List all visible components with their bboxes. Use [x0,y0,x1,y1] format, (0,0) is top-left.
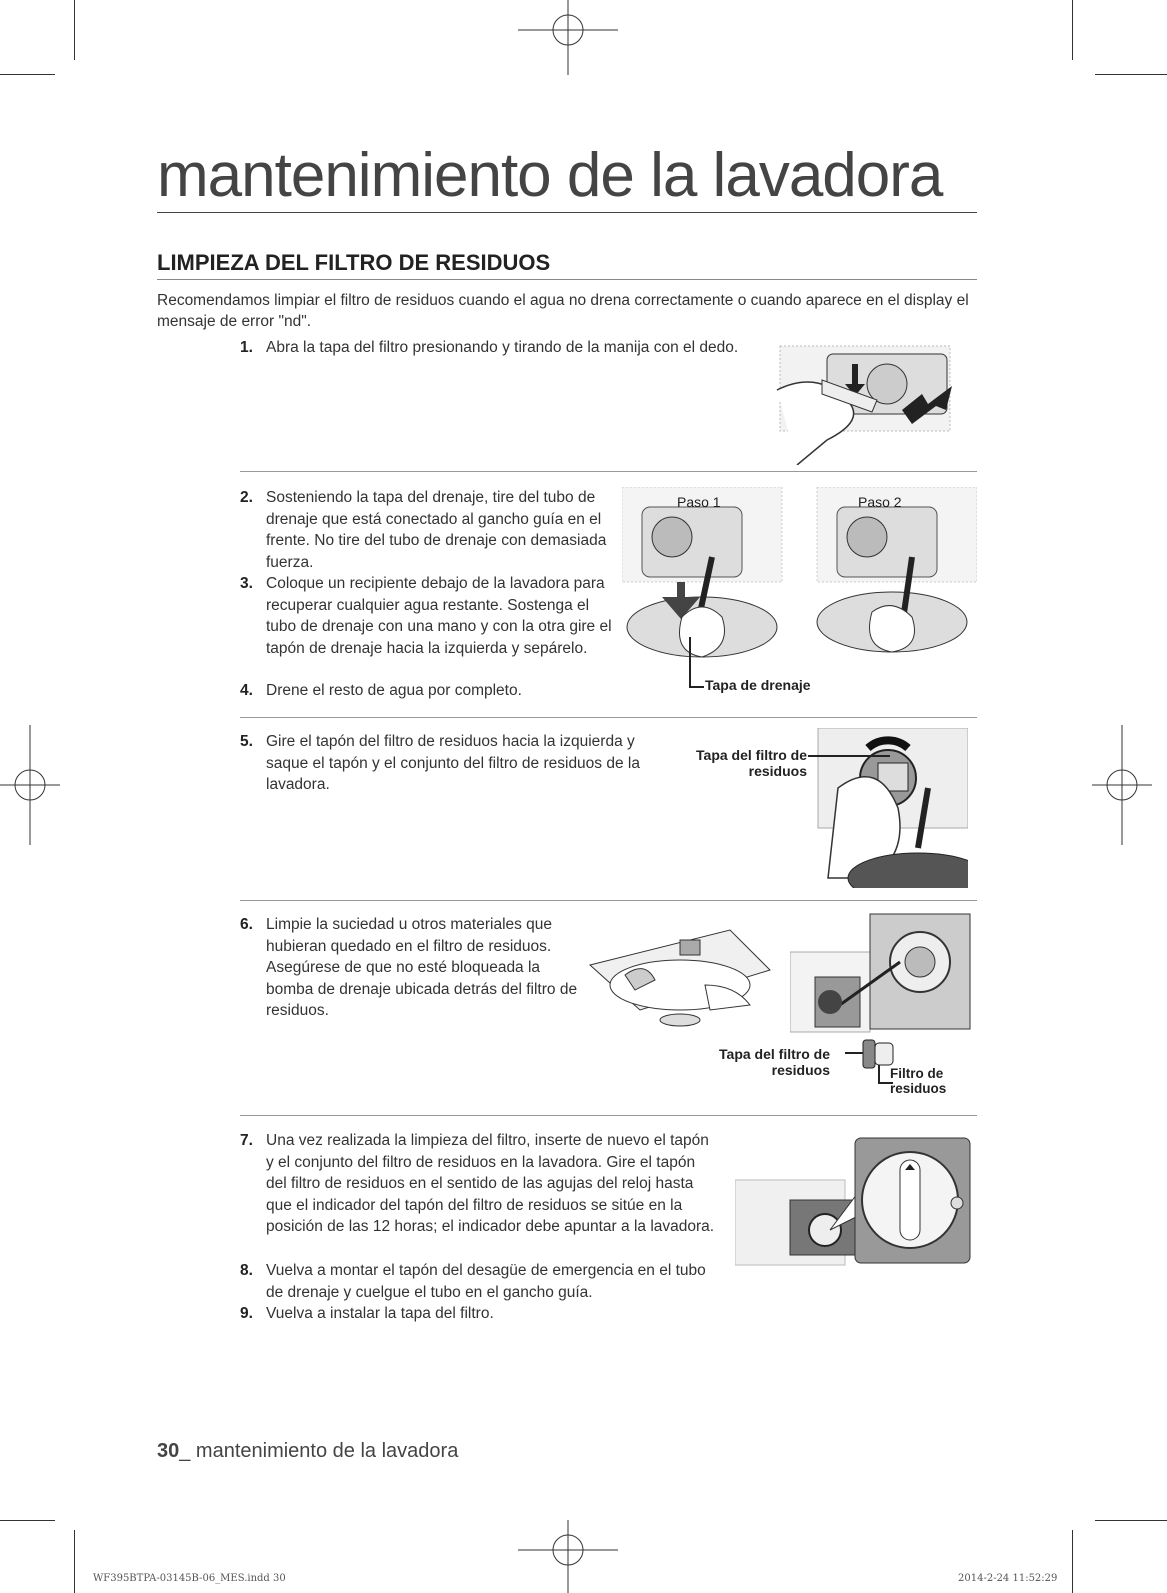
step-number: 4. [240,682,253,699]
step-text: Drene el resto de agua por completo. [266,682,522,699]
illustration-sink [585,915,775,1030]
steps-7-9 [240,1130,720,1330]
crop-mark [74,0,75,60]
divider [240,1115,977,1116]
step-text: Vuelva a instalar la tapa del filtro. [266,1305,494,1322]
label-filtro: Filtro de residuos [890,1066,947,1096]
illustration-reinstall [735,1135,975,1270]
label-tapa-drenaje: Tapa de drenaje [705,677,811,693]
print-date: 2014-2-24 11:52:29 [958,1573,1058,1584]
steps-2-4 [240,487,620,702]
crop-mark [74,1530,75,1593]
step-5 [240,731,660,801]
illustration-drain [622,487,977,702]
divider [240,900,977,901]
registration-mark-right [1092,725,1152,845]
label-paso-1: Paso 1 [677,494,721,510]
crop-mark [1095,74,1167,75]
illustration-filter-cap [808,728,968,888]
step-number: 3. [240,575,253,592]
illustration-pump [790,912,975,1037]
step-text: Vuelva a montar el tapón del desagüe de emergencia en el tubo de drenaje y cuelgue el tubo en el gancho guía. [266,1262,706,1301]
step-number: 2. [240,489,253,506]
divider [240,717,977,718]
illustration-open-cover [762,340,977,465]
step-number: 9. [240,1305,253,1322]
page-footer [157,1440,458,1463]
crop-mark [0,1520,55,1521]
step-text: Sosteniendo la tapa del drenaje, tire del tubo de drenaje que está conectado al gancho guía en el frente. No tire del tubo de drenaje con demasiada fuerza. [266,489,607,571]
page-title: mantenimiento de la lavadora [157,140,977,213]
registration-mark-bottom [518,1520,618,1593]
section-heading: LIMPIEZA DEL FILTRO DE RESIDUOS [157,250,977,280]
step-number: 6. [240,916,253,933]
footer-text: _ mantenimiento de la lavadora [179,1440,459,1462]
page-number: 30 [157,1440,180,1462]
step-text: Coloque un recipiente debajo de la lavadora para recuperar cualquier agua restante. Sostenga el tubo de drenaje con una mano y con la otra gire el tapón de drenaje hacia la izquierda y sepárelo. [266,575,612,657]
step-number: 5. [240,733,253,750]
crop-mark [1072,0,1073,60]
step-1 [240,337,750,387]
crop-mark [0,74,55,75]
step-text: Abra la tapa del filtro presionando y tirando de la manija con el dedo. [266,339,739,356]
crop-mark [1072,1530,1073,1593]
registration-mark-top [518,0,618,75]
step-6 [240,914,580,1024]
divider [240,471,977,472]
crop-mark [1095,1520,1167,1521]
label-tapa-filtro-2: Tapa del filtro de residuos [719,1046,830,1078]
registration-mark-left [0,725,60,845]
step-number: 7. [240,1132,253,1149]
label-tapa-filtro-1: Tapa del filtro de residuos [696,747,807,779]
intro-paragraph: Recomendamos limpiar el filtro de residuos cuando el agua no drena correctamente o cuando aparece en el display el mensaje de error "nd". [157,292,969,330]
label-paso-2: Paso 2 [858,494,902,510]
step-text: Una vez realizada la limpieza del filtro, inserte de nuevo el tapón y el conjunto del filtro de residuos en la lavadora. Gire el tapón del filtro de residuos en el sentido de las agujas del reloj hasta que el indicador del tapón del filtro de residuos se sitúe en la posición de las 12 horas; el indicador debe apuntar a la lavadora. [266,1132,715,1235]
step-text: Gire el tapón del filtro de residuos hacia la izquierda y saque el tapón y el conjunto del filtro de residuos de la lavadora. [266,733,640,793]
print-file-info: WF395BTPA-03145B-06_MES.indd 30 [93,1573,286,1584]
step-text: Limpie la suciedad u otros materiales que hubieran quedado en el filtro de residuos. Asegúrese de que no esté bloqueada la bomba de drenaje ubicada detrás del filtro de residuos. [266,916,578,1019]
step-number: 8. [240,1262,253,1279]
step-number: 1. [240,339,253,356]
